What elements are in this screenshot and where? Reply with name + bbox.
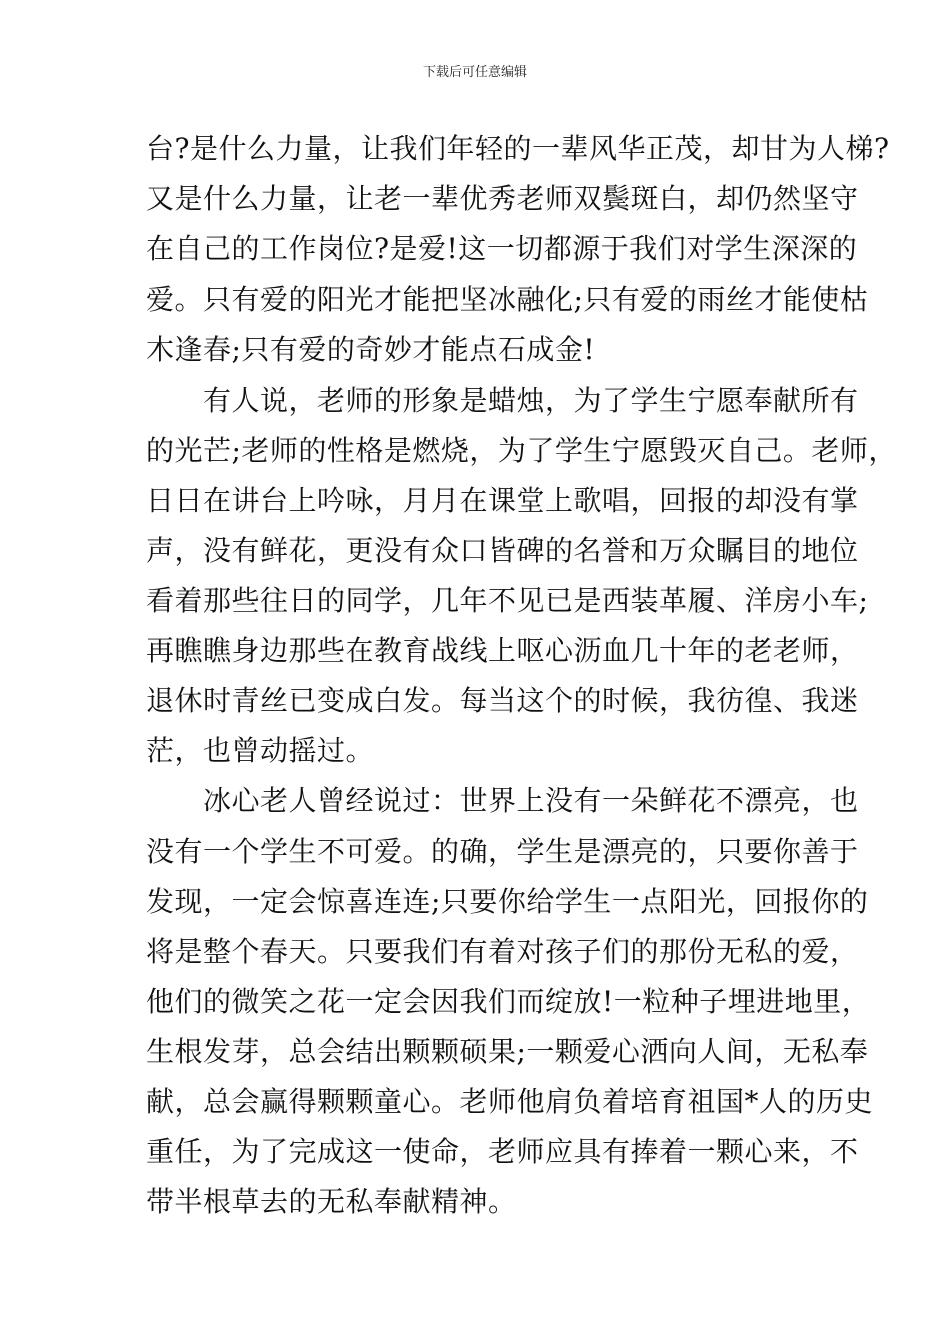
text-line: 他们的微笑之花一定会因我们而绽放!一粒种子埋进地里，	[146, 985, 871, 1018]
text-line: 退休时青丝已变成白发。每当这个的时候，我彷徨、我迷	[146, 684, 859, 717]
text-line: 生根发芽，总会结出颗颗硕果;一颗爱心洒向人间，无私奉	[146, 1035, 869, 1068]
text-line: 日日在讲台上吟咏，月月在课堂上歌唱，回报的却没有掌	[146, 484, 859, 517]
text-line: 发现，一定会惊喜连连;只要你给学生一点阳光，回报你的	[146, 885, 869, 918]
text-line: 冰心老人曾经说过：世界上没有一朵鲜花不漂亮，也	[146, 784, 859, 817]
text-line: 重任，为了完成这一使命，老师应具有捧着一颗心来，不	[146, 1135, 859, 1168]
text-line: 将是整个春天。只要我们有着对孩子们的那份无私的爱，	[146, 935, 859, 968]
text-line: 爱。只有爱的阳光才能把坚冰融化;只有爱的雨丝才能使枯	[146, 283, 869, 316]
text-line: 献，总会赢得颗颗童心。老师他肩负着培育祖国*人的历史	[146, 1085, 874, 1118]
text-line: 没有一个学生不可爱。的确，学生是漂亮的，只要你善于	[146, 835, 859, 868]
text-line: 在自己的工作岗位?是爱!这一切都源于我们对学生深深的	[146, 232, 858, 265]
text-line: 再瞧瞧身边那些在教育战线上呕心沥血几十年的老老师，	[146, 634, 859, 667]
text-line: 台?是什么力量，让我们年轻的一辈风华正茂，却甘为人梯?	[146, 132, 890, 165]
text-line: 又是什么力量，让老一辈优秀老师双鬓斑白，却仍然坚守	[146, 182, 859, 215]
text-line: 看着那些往日的同学，几年不见已是西装革履、洋房小车;	[146, 584, 869, 617]
text-line: 茫，也曾动摇过。	[146, 734, 375, 767]
text-line: 木逢春;只有爱的奇妙才能点石成金!	[146, 333, 596, 366]
text-line: 的光芒;老师的性格是燃烧，为了学生宁愿毁灭自己。老师，	[146, 434, 897, 467]
text-line: 有人说，老师的形象是蜡烛，为了学生宁愿奉献所有	[146, 384, 859, 417]
text-line: 带半根草去的无私奉献精神。	[146, 1185, 517, 1218]
page-header: 下载后可任意编辑	[422, 65, 527, 80]
text-line: 声，没有鲜花，更没有众口皆碑的名誉和万众瞩目的地位	[146, 534, 859, 567]
